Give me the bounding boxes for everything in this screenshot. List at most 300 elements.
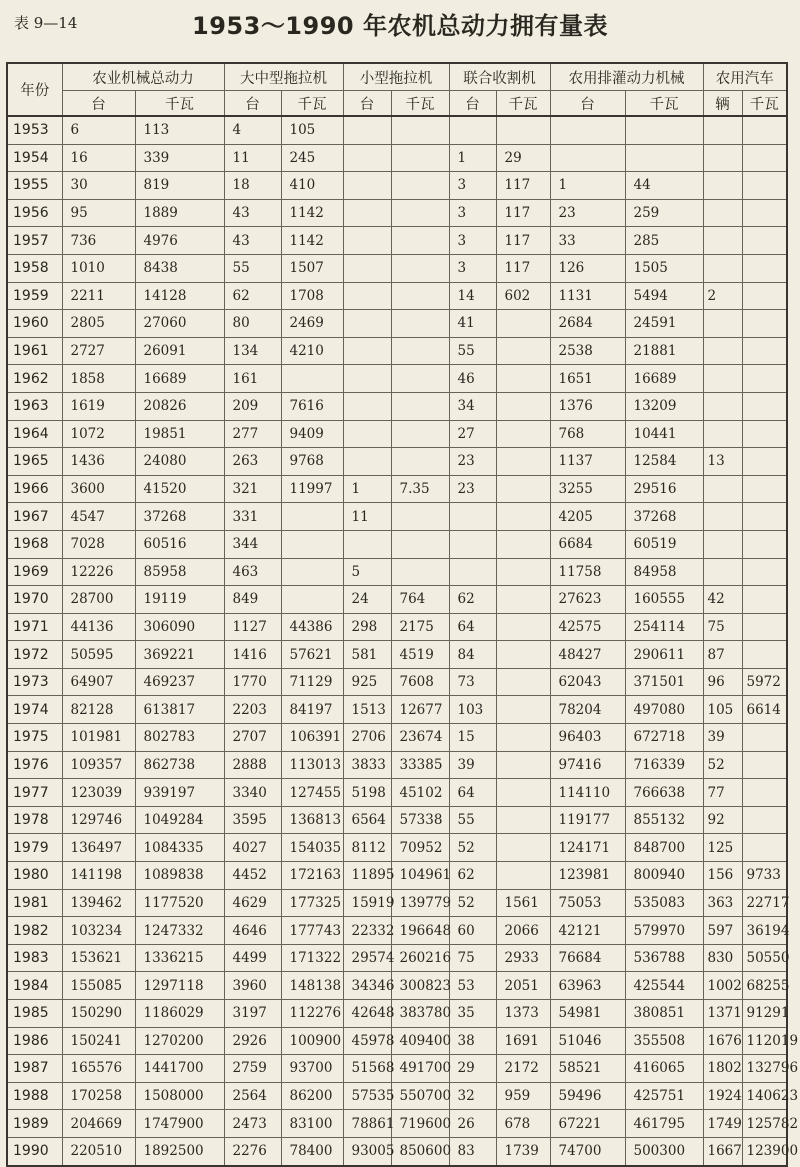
value-cell: 58521 <box>550 1055 625 1083</box>
value-cell: 1436 <box>62 448 135 476</box>
year-cell: 1961 <box>7 337 62 365</box>
value-cell <box>343 448 391 476</box>
value-cell: 63963 <box>550 972 625 1000</box>
value-cell: 22717 <box>742 889 787 917</box>
value-cell: 2707 <box>224 724 281 752</box>
value-cell <box>343 116 391 144</box>
value-cell: 109357 <box>62 751 135 779</box>
value-cell: 42 <box>703 586 742 614</box>
value-cell: 83 <box>449 1137 496 1165</box>
year-cell: 1984 <box>7 972 62 1000</box>
value-cell: 1505 <box>625 254 703 282</box>
value-cell: 7028 <box>62 530 135 558</box>
value-cell: 26 <box>449 1110 496 1138</box>
value-cell: 736 <box>62 227 135 255</box>
value-cell <box>281 530 343 558</box>
table-number-label: 表 9—14 <box>14 14 78 32</box>
value-cell: 491700 <box>391 1055 449 1083</box>
value-cell: 59496 <box>550 1082 625 1110</box>
value-cell: 78400 <box>281 1137 343 1165</box>
value-cell: 136813 <box>281 806 343 834</box>
value-cell <box>343 199 391 227</box>
value-cell: 95 <box>62 199 135 227</box>
value-cell <box>343 227 391 255</box>
value-cell <box>742 834 787 862</box>
unit-header: 台 <box>224 91 281 117</box>
value-cell: 1802 <box>703 1055 742 1083</box>
year-cell: 1978 <box>7 806 62 834</box>
value-cell: 75 <box>703 613 742 641</box>
value-cell: 13 <box>703 448 742 476</box>
value-cell: 44136 <box>62 613 135 641</box>
value-cell <box>625 144 703 172</box>
year-cell: 1960 <box>7 310 62 338</box>
value-cell: 597 <box>703 917 742 945</box>
value-cell: 1416 <box>224 641 281 669</box>
value-cell: 117 <box>496 172 550 200</box>
value-cell: 23 <box>550 199 625 227</box>
value-cell: 285 <box>625 227 703 255</box>
value-cell <box>703 254 742 282</box>
value-cell <box>343 530 391 558</box>
value-cell: 27060 <box>135 310 224 338</box>
value-cell: 3833 <box>343 751 391 779</box>
value-cell: 36194 <box>742 917 787 945</box>
value-cell <box>496 779 550 807</box>
value-cell: 1889 <box>135 199 224 227</box>
table-row <box>7 834 787 862</box>
table-body <box>7 116 799 1166</box>
value-cell: 959 <box>496 1082 550 1110</box>
value-cell <box>742 586 787 614</box>
value-cell <box>742 420 787 448</box>
table-row <box>7 1110 787 1138</box>
value-cell: 34 <box>449 392 496 420</box>
value-cell: 44386 <box>281 613 343 641</box>
value-cell: 78861 <box>343 1110 391 1138</box>
year-cell: 1979 <box>7 834 62 862</box>
value-cell: 104961 <box>391 862 449 890</box>
value-cell: 1561 <box>496 889 550 917</box>
table-row <box>7 116 787 144</box>
year-cell: 1975 <box>7 724 62 752</box>
value-cell: 80 <box>224 310 281 338</box>
value-cell: 12584 <box>625 448 703 476</box>
year-cell: 1981 <box>7 889 62 917</box>
value-cell: 29 <box>449 1055 496 1083</box>
value-cell: 369221 <box>135 641 224 669</box>
value-cell: 2727 <box>62 337 135 365</box>
value-cell: 39 <box>703 724 742 752</box>
value-cell: 850600 <box>391 1137 449 1165</box>
value-cell <box>742 751 787 779</box>
value-cell <box>391 199 449 227</box>
value-cell: 1 <box>449 144 496 172</box>
value-cell <box>391 503 449 531</box>
year-cell: 1969 <box>7 558 62 586</box>
value-cell: 15919 <box>343 889 391 917</box>
value-cell: 802783 <box>135 724 224 752</box>
value-cell: 54981 <box>550 1000 625 1028</box>
value-cell: 363 <box>703 889 742 917</box>
header-group-row <box>7 63 787 91</box>
value-cell: 117 <box>496 199 550 227</box>
value-cell: 55 <box>449 806 496 834</box>
header-irrigation-machinery: 农用排灌动力机械 <box>550 63 703 91</box>
value-cell: 1049284 <box>135 806 224 834</box>
table-row <box>7 392 787 420</box>
value-cell: 855132 <box>625 806 703 834</box>
value-cell <box>496 641 550 669</box>
value-cell <box>449 116 496 144</box>
value-cell: 4452 <box>224 862 281 890</box>
value-cell: 64 <box>449 613 496 641</box>
value-cell: 259 <box>625 199 703 227</box>
value-cell: 18 <box>224 172 281 200</box>
value-cell: 410 <box>281 172 343 200</box>
value-cell: 62 <box>449 586 496 614</box>
value-cell: 3 <box>449 254 496 282</box>
table-row <box>7 641 787 669</box>
value-cell: 1924 <box>703 1082 742 1110</box>
value-cell: 161 <box>224 365 281 393</box>
year-cell: 1976 <box>7 751 62 779</box>
value-cell: 263 <box>224 448 281 476</box>
value-cell: 96 <box>703 668 742 696</box>
value-cell: 136497 <box>62 834 135 862</box>
value-cell: 260216 <box>391 944 449 972</box>
value-cell: 550700 <box>391 1082 449 1110</box>
value-cell <box>703 420 742 448</box>
value-cell: 112276 <box>281 1000 343 1028</box>
value-cell: 75 <box>449 944 496 972</box>
value-cell: 1142 <box>281 199 343 227</box>
value-cell: 819 <box>135 172 224 200</box>
value-cell: 2538 <box>550 337 625 365</box>
value-cell: 2172 <box>496 1055 550 1083</box>
value-cell <box>742 558 787 586</box>
value-cell <box>343 337 391 365</box>
value-cell: 26091 <box>135 337 224 365</box>
value-cell: 3 <box>449 227 496 255</box>
value-cell: 245 <box>281 144 343 172</box>
value-cell: 383780 <box>391 1000 449 1028</box>
value-cell: 1747900 <box>135 1110 224 1138</box>
value-cell: 41520 <box>135 475 224 503</box>
value-cell <box>496 668 550 696</box>
value-cell <box>703 116 742 144</box>
value-cell <box>496 751 550 779</box>
table-row <box>7 724 787 752</box>
value-cell: 2564 <box>224 1082 281 1110</box>
year-cell: 1968 <box>7 530 62 558</box>
value-cell: 2926 <box>224 1027 281 1055</box>
value-cell: 60519 <box>625 530 703 558</box>
value-cell: 2759 <box>224 1055 281 1083</box>
value-cell: 425751 <box>625 1082 703 1110</box>
header-unit-row <box>7 91 787 117</box>
year-cell: 1989 <box>7 1110 62 1138</box>
year-cell: 1972 <box>7 641 62 669</box>
value-cell: 848700 <box>625 834 703 862</box>
value-cell: 5 <box>343 558 391 586</box>
value-cell <box>496 530 550 558</box>
value-cell: 29516 <box>625 475 703 503</box>
table-row <box>7 917 787 945</box>
value-cell <box>281 558 343 586</box>
value-cell: 5198 <box>343 779 391 807</box>
value-cell: 672718 <box>625 724 703 752</box>
year-cell: 1977 <box>7 779 62 807</box>
value-cell <box>496 696 550 724</box>
value-cell: 9768 <box>281 448 343 476</box>
value-cell: 35 <box>449 1000 496 1028</box>
table-row <box>7 310 787 338</box>
value-cell: 6614 <box>742 696 787 724</box>
value-cell: 139779 <box>391 889 449 917</box>
value-cell <box>703 365 742 393</box>
year-cell: 1955 <box>7 172 62 200</box>
value-cell: 172163 <box>281 862 343 890</box>
value-cell: 50595 <box>62 641 135 669</box>
value-cell <box>703 310 742 338</box>
value-cell: 34346 <box>343 972 391 1000</box>
value-cell <box>742 365 787 393</box>
value-cell <box>742 641 787 669</box>
value-cell: 78204 <box>550 696 625 724</box>
value-cell: 20826 <box>135 392 224 420</box>
value-cell: 1691 <box>496 1027 550 1055</box>
value-cell <box>343 172 391 200</box>
value-cell: 91291 <box>742 1000 787 1028</box>
value-cell: 51046 <box>550 1027 625 1055</box>
value-cell: 469237 <box>135 668 224 696</box>
value-cell: 766638 <box>625 779 703 807</box>
year-cell: 1959 <box>7 282 62 310</box>
value-cell <box>343 310 391 338</box>
value-cell: 60 <box>449 917 496 945</box>
value-cell: 306090 <box>135 613 224 641</box>
table-row <box>7 1027 787 1055</box>
value-cell <box>391 448 449 476</box>
value-cell: 1002 <box>703 972 742 1000</box>
value-cell: 4027 <box>224 834 281 862</box>
table-row <box>7 282 787 310</box>
value-cell: 1186029 <box>135 1000 224 1028</box>
value-cell: 4519 <box>391 641 449 669</box>
header-combine-harvesters: 联合收割机 <box>449 63 550 91</box>
year-cell: 1974 <box>7 696 62 724</box>
value-cell: 177743 <box>281 917 343 945</box>
value-cell: 170258 <box>62 1082 135 1110</box>
value-cell <box>391 172 449 200</box>
value-cell: 11758 <box>550 558 625 586</box>
value-cell: 14128 <box>135 282 224 310</box>
year-cell: 1980 <box>7 862 62 890</box>
value-cell: 2211 <box>62 282 135 310</box>
value-cell <box>703 503 742 531</box>
value-cell: 87 <box>703 641 742 669</box>
value-cell <box>496 475 550 503</box>
value-cell: 3 <box>449 199 496 227</box>
value-cell: 800940 <box>625 862 703 890</box>
value-cell: 22332 <box>343 917 391 945</box>
value-cell <box>391 337 449 365</box>
value-cell: 93700 <box>281 1055 343 1083</box>
table-title: 1953～1990 年农机总动力拥有量表 <box>192 12 608 40</box>
table-row <box>7 420 787 448</box>
value-cell: 1010 <box>62 254 135 282</box>
value-cell: 19851 <box>135 420 224 448</box>
year-cell: 1971 <box>7 613 62 641</box>
table-row <box>7 254 787 282</box>
value-cell: 500300 <box>625 1137 703 1165</box>
value-cell: 11 <box>224 144 281 172</box>
unit-header: 台 <box>62 91 135 117</box>
value-cell: 1089838 <box>135 862 224 890</box>
value-cell: 55 <box>449 337 496 365</box>
value-cell: 106391 <box>281 724 343 752</box>
value-cell: 10441 <box>625 420 703 448</box>
value-cell: 83100 <box>281 1110 343 1138</box>
value-cell: 2888 <box>224 751 281 779</box>
table-row <box>7 972 787 1000</box>
value-cell: 11895 <box>343 862 391 890</box>
value-cell: 140623 <box>742 1082 787 1110</box>
value-cell <box>449 530 496 558</box>
year-cell: 1953 <box>7 116 62 144</box>
value-cell <box>496 806 550 834</box>
value-cell: 123900 <box>742 1137 787 1165</box>
value-cell <box>391 392 449 420</box>
value-cell: 1127 <box>224 613 281 641</box>
value-cell: 97416 <box>550 751 625 779</box>
value-cell <box>496 613 550 641</box>
value-cell: 3255 <box>550 475 625 503</box>
year-cell: 1954 <box>7 144 62 172</box>
value-cell <box>496 503 550 531</box>
value-cell: 119177 <box>550 806 625 834</box>
value-cell <box>343 365 391 393</box>
value-cell: 768 <box>550 420 625 448</box>
table-row <box>7 448 787 476</box>
value-cell: 1619 <box>62 392 135 420</box>
value-cell: 57338 <box>391 806 449 834</box>
value-cell <box>742 337 787 365</box>
value-cell: 2933 <box>496 944 550 972</box>
value-cell: 155085 <box>62 972 135 1000</box>
value-cell: 153621 <box>62 944 135 972</box>
header-large-tractors: 大中型拖拉机 <box>224 63 343 91</box>
value-cell: 42121 <box>550 917 625 945</box>
value-cell <box>496 337 550 365</box>
value-cell <box>281 365 343 393</box>
value-cell: 602 <box>496 282 550 310</box>
table-row <box>7 1055 787 1083</box>
value-cell <box>496 365 550 393</box>
value-cell <box>742 392 787 420</box>
value-cell: 1084335 <box>135 834 224 862</box>
value-cell: 33385 <box>391 751 449 779</box>
value-cell <box>449 503 496 531</box>
unit-header: 千瓦 <box>625 91 703 117</box>
value-cell: 1 <box>343 475 391 503</box>
value-cell: 12226 <box>62 558 135 586</box>
value-cell: 8438 <box>135 254 224 282</box>
value-cell: 52 <box>703 751 742 779</box>
value-cell: 1142 <box>281 227 343 255</box>
unit-header: 千瓦 <box>742 91 787 117</box>
year-cell: 1967 <box>7 503 62 531</box>
value-cell: 84197 <box>281 696 343 724</box>
value-cell: 461795 <box>625 1110 703 1138</box>
value-cell <box>742 199 787 227</box>
value-cell: 1739 <box>496 1137 550 1165</box>
table-row <box>7 1000 787 1028</box>
value-cell: 74700 <box>550 1137 625 1165</box>
year-cell: 1982 <box>7 917 62 945</box>
unit-header: 千瓦 <box>135 91 224 117</box>
value-cell: 613817 <box>135 696 224 724</box>
value-cell: 4499 <box>224 944 281 972</box>
value-cell: 156 <box>703 862 742 890</box>
value-cell: 371501 <box>625 668 703 696</box>
value-cell <box>496 586 550 614</box>
value-cell: 27623 <box>550 586 625 614</box>
value-cell: 45102 <box>391 779 449 807</box>
value-cell: 1131 <box>550 282 625 310</box>
table-row <box>7 1082 787 1110</box>
value-cell: 321 <box>224 475 281 503</box>
value-cell: 51568 <box>343 1055 391 1083</box>
value-cell: 125782 <box>742 1110 787 1138</box>
value-cell: 123981 <box>550 862 625 890</box>
value-cell: 925 <box>343 668 391 696</box>
table-row <box>7 613 787 641</box>
value-cell: 7.35 <box>391 475 449 503</box>
value-cell: 52 <box>449 889 496 917</box>
value-cell: 124171 <box>550 834 625 862</box>
value-cell: 53 <box>449 972 496 1000</box>
value-cell: 1270200 <box>135 1027 224 1055</box>
value-cell <box>343 392 391 420</box>
value-cell: 105 <box>281 116 343 144</box>
value-cell: 16689 <box>135 365 224 393</box>
unit-header: 台 <box>449 91 496 117</box>
value-cell <box>742 779 787 807</box>
value-cell <box>742 227 787 255</box>
value-cell: 4 <box>224 116 281 144</box>
value-cell: 42648 <box>343 1000 391 1028</box>
value-cell: 92 <box>703 806 742 834</box>
value-cell <box>625 116 703 144</box>
value-cell <box>703 172 742 200</box>
value-cell: 67221 <box>550 1110 625 1138</box>
value-cell: 55 <box>224 254 281 282</box>
value-cell: 27 <box>449 420 496 448</box>
table-row <box>7 586 787 614</box>
value-cell: 24080 <box>135 448 224 476</box>
header-farm-vehicles: 农用汽车 <box>703 63 787 91</box>
value-cell: 290611 <box>625 641 703 669</box>
value-cell: 23674 <box>391 724 449 752</box>
value-cell <box>703 475 742 503</box>
value-cell: 64 <box>449 779 496 807</box>
value-cell: 29 <box>496 144 550 172</box>
value-cell: 2473 <box>224 1110 281 1138</box>
value-cell: 2203 <box>224 696 281 724</box>
value-cell: 3 <box>449 172 496 200</box>
